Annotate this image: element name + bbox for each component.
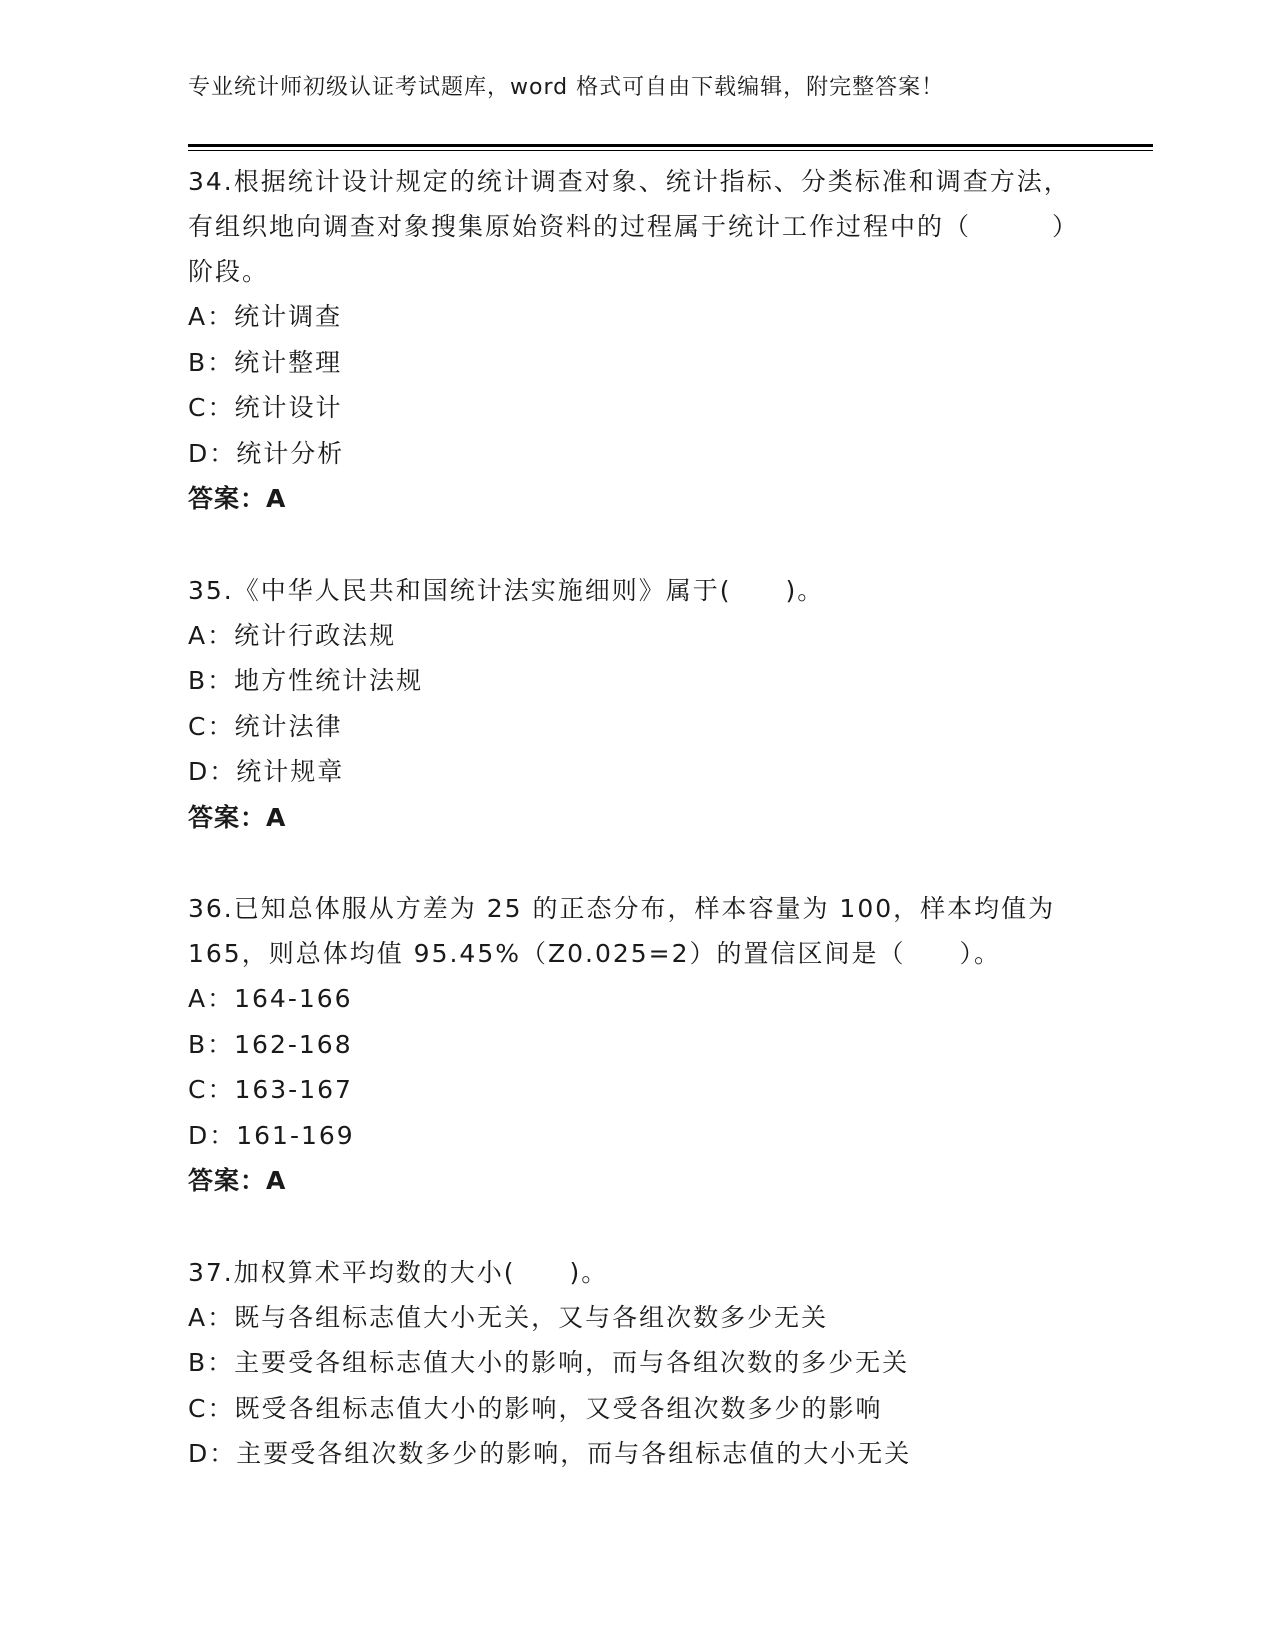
question-text: 37.加权算术平均数的大小( )。: [188, 1257, 609, 1287]
option-a: A：164-166: [188, 984, 353, 1013]
question-34: [188, 159, 1088, 522]
option-a: A：既与各组标志值大小无关，又与各组次数多少无关: [188, 1302, 829, 1332]
question-35: [188, 568, 1088, 841]
answer: 答案：A: [188, 802, 287, 832]
option-c: C：统计法律: [188, 711, 343, 741]
question-list: [188, 159, 1088, 1523]
question-text: 35.《中华人民共和国统计法实施细则》属于( )。: [188, 575, 825, 605]
option-b: B：主要受各组标志值大小的影响，而与各组次数的多少无关: [188, 1348, 910, 1377]
answer: 答案：A: [188, 484, 287, 513]
option-b: B：地方性统计法规: [188, 666, 424, 695]
option-d: D：统计分析: [188, 438, 345, 468]
question-text: 36.已知总体服从方差为 25 的正态分布，样本容量为 100，样本均值为 165，则总体均值 95.45%（Z0.025=2）的置信区间是（ ）。: [188, 894, 1056, 968]
option-a: A：统计行政法规: [188, 620, 397, 650]
option-c: C：既受各组标志值大小的影响，又受各组次数多少的影响: [188, 1393, 883, 1423]
option-d: D：主要受各组次数多少的影响，而与各组标志值的大小无关: [188, 1439, 912, 1468]
option-a: A：统计调查: [188, 302, 343, 331]
option-b: B：162-168: [188, 1029, 353, 1059]
question-36: [188, 886, 1088, 1204]
option-d: D：统计规章: [188, 757, 345, 786]
option-d: D：161-169: [188, 1120, 355, 1150]
answer: 答案：A: [188, 1166, 287, 1195]
header-rule-thin: [188, 150, 1153, 151]
option-c: C：统计设计: [188, 393, 343, 422]
option-b: B：统计整理: [188, 347, 343, 377]
question-text: 34.根据统计设计规定的统计调查对象、统计指标、分类标准和调查方法，有组织地向调查对象搜集原始资料的过程属于统计工作过程中的（ ）阶段。: [188, 167, 1080, 286]
document-header: 专业统计师初级认证考试题库，word 格式可自由下载编辑，附完整答案！: [188, 75, 945, 100]
header-rule-thick: [188, 144, 1153, 147]
option-c: C：163-167: [188, 1075, 353, 1104]
question-37: [188, 1250, 1088, 1477]
